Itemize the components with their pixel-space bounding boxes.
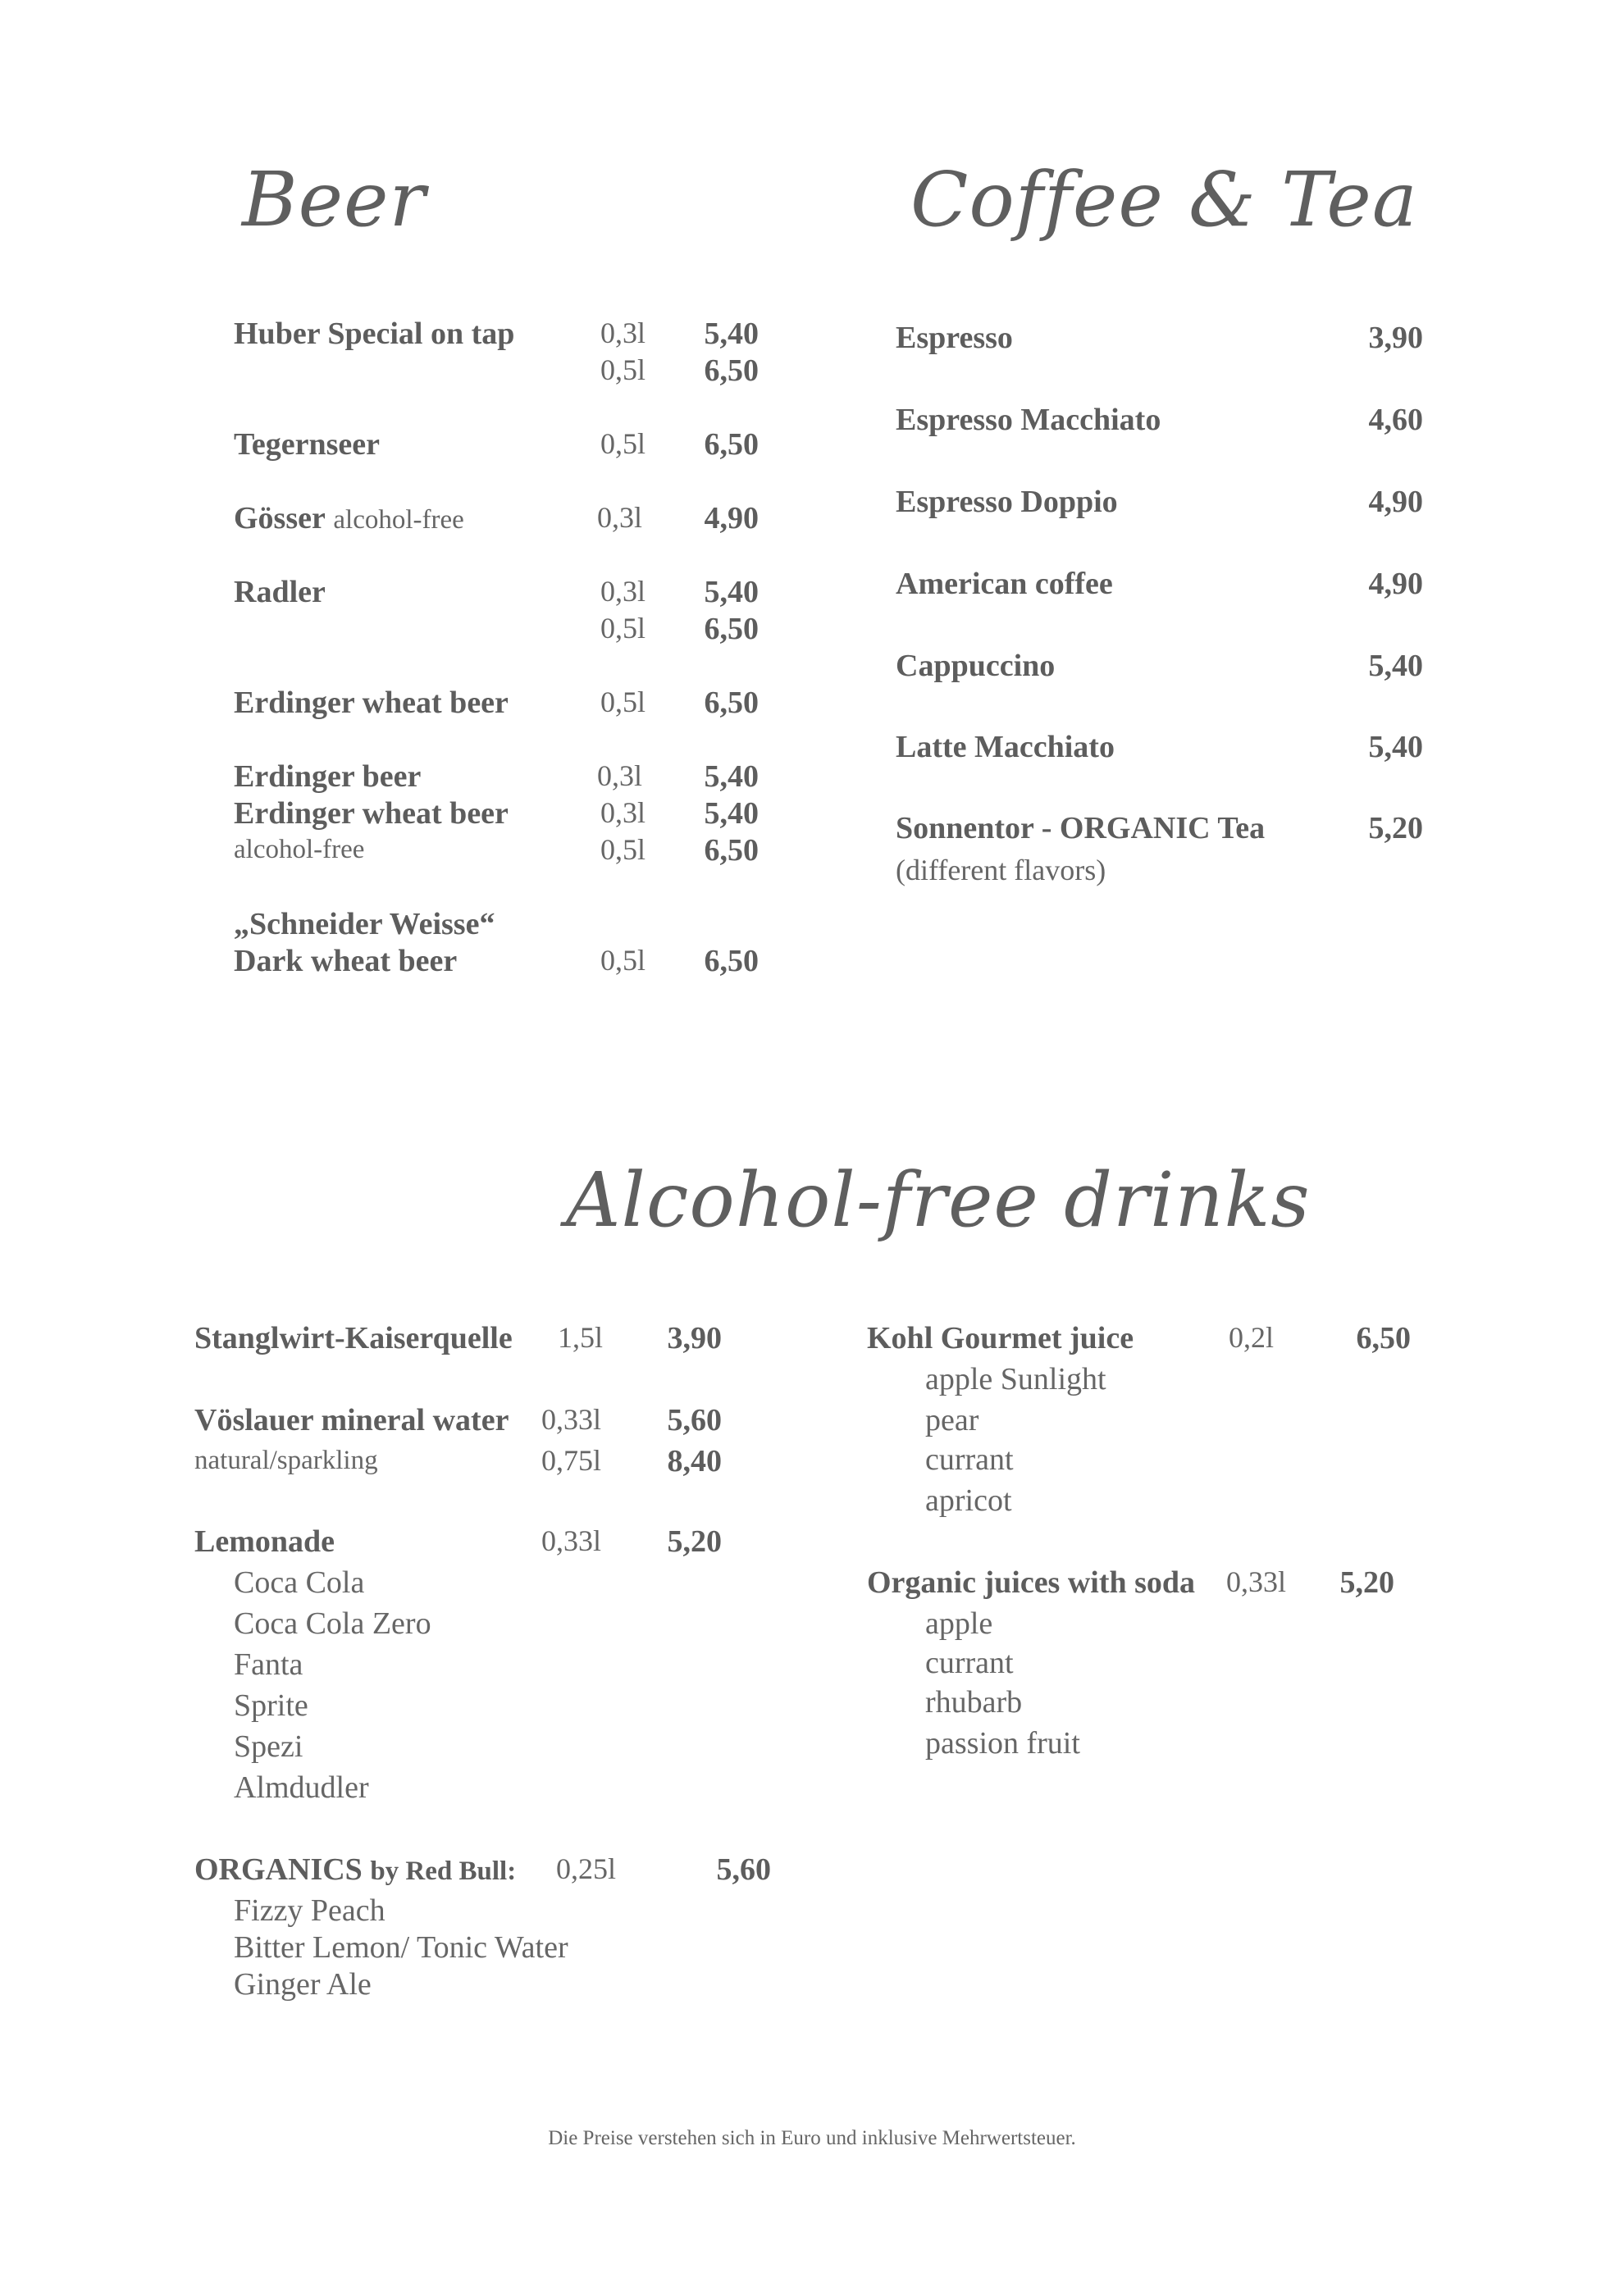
beer-item-volume: 0,3l — [597, 759, 643, 792]
drink-item-name-with-suffix — [194, 1852, 516, 1888]
beer-item-name: Tegernseer — [234, 427, 380, 462]
beer-item-price: 6,50 — [704, 353, 759, 388]
coffee-item-name: Cappuccino — [896, 649, 1056, 683]
drink-item-name: Kohl Gourmet juice — [867, 1321, 1134, 1355]
drink-item-volume: 0,75l — [541, 1444, 602, 1477]
coffee-item-price: 4,90 — [1368, 567, 1423, 601]
beer-item-name: Gösser — [234, 501, 326, 535]
drink-option: apricot — [925, 1483, 1012, 1518]
beer-item-volume: 0,3l — [600, 796, 646, 829]
beer-item-name: Huber Special on tap — [234, 317, 515, 351]
drink-item-note: natural/sparkling — [194, 1446, 378, 1475]
coffee-item-price: 4,90 — [1368, 485, 1423, 519]
beer-item-price: 6,50 — [704, 427, 759, 462]
beer-item-price: 5,40 — [704, 759, 759, 794]
drink-option: passion fruit — [925, 1726, 1080, 1761]
coffee-tea-title: Coffee & Tea — [910, 156, 1418, 244]
drink-item-price: 5,60 — [667, 1403, 722, 1437]
beer-item-name: Radler — [234, 575, 326, 609]
drink-option: Bitter Lemon/ Tonic Water — [234, 1930, 568, 1965]
drink-option: currant — [925, 1442, 1014, 1477]
drink-item-volume: 1,5l — [558, 1321, 604, 1354]
drink-item-name: Vöslauer mineral water — [194, 1403, 509, 1437]
beer-item-volume: 0,5l — [600, 612, 646, 645]
drink-option: Coca Cola — [234, 1565, 365, 1600]
drink-item-volume: 0,2l — [1229, 1321, 1275, 1354]
beer-item-price: 6,50 — [704, 612, 759, 646]
coffee-item-price: 5,20 — [1368, 811, 1423, 845]
coffee-item-name: Espresso Macchiato — [896, 403, 1161, 437]
beer-item-note: alcohol-free — [234, 835, 365, 864]
beer-item-name: Erdinger wheat beer — [234, 796, 509, 831]
drink-item-name: ORGANICS — [194, 1852, 363, 1887]
drink-option: apple Sunlight — [925, 1362, 1106, 1396]
beer-item-name-with-note — [234, 500, 464, 536]
coffee-item-name: Latte Macchiato — [896, 730, 1115, 764]
alcohol-free-title: Alcohol-free drinks — [566, 1156, 1311, 1244]
beer-item-name: Erdinger wheat beer — [234, 686, 509, 720]
coffee-item-price: 3,90 — [1368, 321, 1423, 355]
drink-item-price: 5,20 — [1339, 1565, 1394, 1600]
beer-item-volume: 0,5l — [600, 353, 646, 386]
beer-item-volume: 0,3l — [600, 575, 646, 608]
beer-item-name: „Schneider Weisse“ — [234, 907, 495, 941]
drink-option: Fizzy Peach — [234, 1893, 385, 1928]
beer-item-price: 6,50 — [704, 833, 759, 868]
drink-item-price: 8,40 — [667, 1444, 722, 1478]
coffee-item-name: Espresso — [896, 321, 1013, 355]
drink-option: Ginger Ale — [234, 1967, 372, 2002]
drink-item-name: Stanglwirt-Kaiserquelle — [194, 1321, 513, 1355]
drink-item-price: 6,50 — [1356, 1321, 1411, 1355]
drink-option: Sprite — [234, 1688, 308, 1723]
drink-item-price: 3,90 — [667, 1321, 722, 1355]
drink-option: Almdudler — [234, 1770, 369, 1805]
beer-item-volume: 0,5l — [600, 833, 646, 866]
beer-item-price: 5,40 — [704, 317, 759, 351]
beer-item-volume: 0,3l — [600, 317, 646, 349]
beer-item-price: 4,90 — [704, 501, 759, 535]
beer-item-price: 5,40 — [704, 575, 759, 609]
coffee-item-name: Sonnentor - ORGANIC Tea — [896, 811, 1266, 845]
drink-item-volume: 0,25l — [556, 1852, 617, 1885]
drink-item-suffix: by Red Bull: — [370, 1856, 517, 1886]
coffee-item-price: 4,60 — [1368, 403, 1423, 437]
beer-item-volume: 0,5l — [600, 427, 646, 460]
beer-item-note: alcohol-free — [333, 505, 464, 535]
beer-item-volume: 0,5l — [600, 944, 646, 977]
drink-option: Spezi — [234, 1729, 303, 1764]
beer-item-name: Dark wheat beer — [234, 944, 458, 978]
drink-option: currant — [925, 1646, 1014, 1680]
drink-option: pear — [925, 1403, 979, 1437]
beer-item-price: 6,50 — [704, 944, 759, 978]
coffee-item-note: (different flavors) — [896, 854, 1106, 886]
beer-item-price: 6,50 — [704, 686, 759, 720]
price-note: Die Preise verstehen sich in Euro und inklusive Mehrwertsteuer. — [548, 2127, 1076, 2149]
coffee-item-price: 5,40 — [1368, 649, 1423, 683]
drink-option: rhubarb — [925, 1685, 1023, 1720]
beer-item-volume: 0,3l — [597, 501, 643, 534]
drink-item-name: Organic juices with soda — [867, 1565, 1196, 1600]
drink-item-price: 5,60 — [716, 1852, 771, 1887]
beer-item-price: 5,40 — [704, 796, 759, 831]
drink-item-price: 5,20 — [667, 1524, 722, 1559]
drink-item-volume: 0,33l — [541, 1524, 602, 1557]
drink-option: apple — [925, 1606, 993, 1641]
coffee-item-name: American coffee — [896, 567, 1113, 601]
beer-item-name: Erdinger beer — [234, 759, 422, 794]
drink-option: Coca Cola Zero — [234, 1606, 431, 1641]
coffee-item-price: 5,40 — [1368, 730, 1423, 764]
drink-item-name: Lemonade — [194, 1524, 335, 1559]
beer-item-volume: 0,5l — [600, 686, 646, 718]
drink-item-volume: 0,33l — [1226, 1565, 1287, 1598]
drink-option: Fanta — [234, 1647, 303, 1682]
beer-title: Beer — [242, 156, 427, 244]
coffee-item-name: Espresso Doppio — [896, 485, 1118, 519]
drink-item-volume: 0,33l — [541, 1403, 602, 1436]
